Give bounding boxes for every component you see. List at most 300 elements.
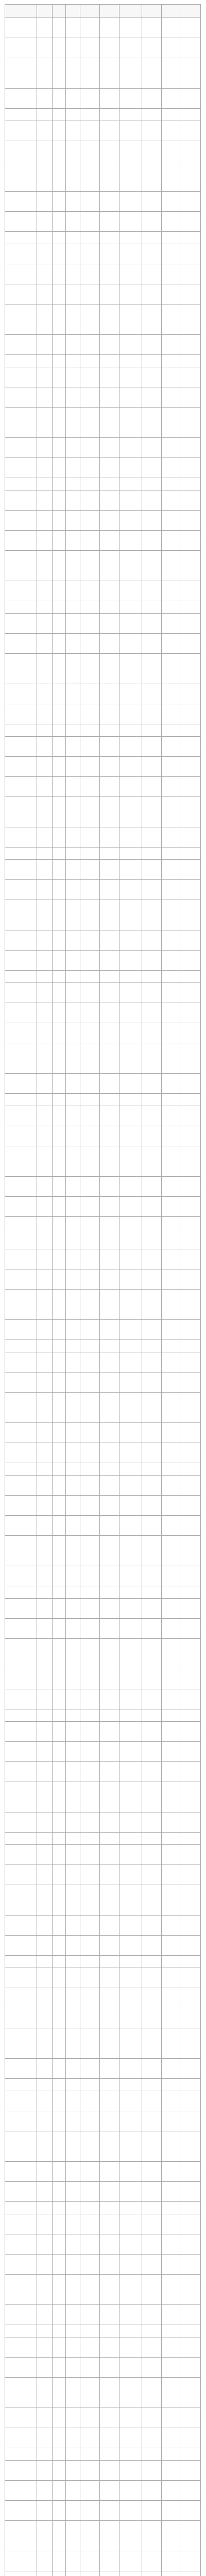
table-cell xyxy=(142,2008,162,2028)
table-cell xyxy=(180,1197,201,1217)
table-cell xyxy=(66,1956,80,1968)
table-cell xyxy=(162,634,180,654)
table-cell xyxy=(37,2202,53,2214)
table-cell xyxy=(5,1936,37,1956)
table-cell xyxy=(66,951,80,971)
table-cell xyxy=(5,2378,37,2408)
table-row xyxy=(5,1865,201,1885)
table-cell xyxy=(119,704,142,724)
table-cell xyxy=(53,2091,66,2111)
table-cell xyxy=(119,880,142,900)
table-cell xyxy=(5,848,37,860)
table-cell xyxy=(66,355,80,367)
table-cell xyxy=(66,335,80,355)
table-cell xyxy=(53,1619,66,1639)
table-cell xyxy=(66,1197,80,1217)
table-row xyxy=(5,387,201,408)
table-cell xyxy=(53,244,66,264)
table-cell xyxy=(142,1536,162,1566)
table-cell xyxy=(66,2111,80,2131)
table-cell xyxy=(162,1197,180,1217)
table-cell xyxy=(100,355,119,367)
table-cell xyxy=(162,355,180,367)
table-cell xyxy=(66,1126,80,1146)
table-cell xyxy=(53,1916,66,1936)
table-cell xyxy=(53,2028,66,2059)
table-cell xyxy=(162,1865,180,1885)
table-cell xyxy=(66,1269,80,1290)
table-cell xyxy=(80,827,100,848)
table-cell xyxy=(80,1043,100,1074)
table-cell xyxy=(66,757,80,777)
table-row xyxy=(5,1372,201,1393)
table-row xyxy=(5,335,201,355)
table-cell xyxy=(66,1833,80,1845)
table-cell xyxy=(162,1423,180,1443)
table-cell xyxy=(100,684,119,704)
table-row xyxy=(5,1916,201,1936)
table-cell xyxy=(66,2521,80,2551)
table-cell xyxy=(80,1290,100,1320)
table-cell xyxy=(53,1177,66,1197)
table-cell xyxy=(5,458,37,478)
table-cell xyxy=(37,264,53,284)
table-cell xyxy=(119,2461,142,2481)
table-cell xyxy=(66,2551,80,2571)
table-cell xyxy=(162,438,180,458)
table-cell xyxy=(37,2325,53,2337)
table-cell xyxy=(37,2428,53,2448)
table-cell xyxy=(100,1423,119,1443)
table-cell xyxy=(53,1476,66,1496)
table-cell xyxy=(100,1988,119,2008)
table-cell xyxy=(162,264,180,284)
table-cell xyxy=(5,1043,37,1074)
table-cell xyxy=(5,1669,37,1689)
table-cell xyxy=(5,1722,37,1742)
table-cell xyxy=(119,971,142,983)
table-cell xyxy=(162,1968,180,1988)
table-cell xyxy=(142,1722,162,1742)
table-cell xyxy=(100,2079,119,2091)
table-cell xyxy=(142,1106,162,1126)
table-cell xyxy=(80,1177,100,1197)
table-cell xyxy=(53,1865,66,1885)
table-row xyxy=(5,930,201,951)
table-cell xyxy=(100,1968,119,1988)
table-cell xyxy=(53,1146,66,1177)
table-cell xyxy=(119,930,142,951)
table-cell xyxy=(162,951,180,971)
table-cell xyxy=(142,2378,162,2408)
table-cell xyxy=(5,2234,37,2255)
table-cell xyxy=(5,1146,37,1177)
table-cell xyxy=(162,335,180,355)
table-cell xyxy=(53,2059,66,2079)
table-cell xyxy=(66,581,80,601)
table-cell xyxy=(5,2255,37,2275)
table-cell xyxy=(162,2501,180,2521)
table-cell xyxy=(37,1762,53,1782)
table-cell xyxy=(5,1885,37,1916)
table-cell xyxy=(180,551,201,581)
table-row xyxy=(5,244,201,264)
table-cell xyxy=(142,438,162,458)
table-cell xyxy=(53,1340,66,1352)
table-cell xyxy=(80,1812,100,1833)
table-cell xyxy=(142,232,162,244)
table-cell xyxy=(80,1669,100,1689)
table-cell xyxy=(119,2111,142,2131)
table-cell xyxy=(162,724,180,737)
table-cell xyxy=(142,2182,162,2202)
table-cell xyxy=(119,983,142,1003)
table-cell xyxy=(162,1599,180,1619)
table-cell xyxy=(37,1968,53,1988)
table-cell xyxy=(180,2378,201,2408)
table-cell xyxy=(119,1599,142,1619)
table-cell xyxy=(66,38,80,58)
table-cell xyxy=(5,304,37,335)
table-cell xyxy=(119,2162,142,2182)
table-row xyxy=(5,704,201,724)
table-cell xyxy=(100,930,119,951)
table-cell xyxy=(180,1639,201,1669)
table-cell xyxy=(119,1177,142,1197)
table-cell xyxy=(80,601,100,614)
table-cell xyxy=(100,2501,119,2521)
table-cell xyxy=(66,1566,80,1586)
table-cell xyxy=(162,2079,180,2091)
table-row xyxy=(5,355,201,367)
table-cell xyxy=(119,654,142,684)
table-cell xyxy=(66,1249,80,1269)
table-cell xyxy=(180,1845,201,1865)
table-cell xyxy=(100,1463,119,1476)
table-cell xyxy=(5,408,37,438)
table-cell xyxy=(66,2008,80,2028)
table-cell xyxy=(180,1393,201,1423)
table-cell xyxy=(119,737,142,757)
table-cell xyxy=(100,478,119,490)
table-cell xyxy=(37,1393,53,1423)
table-cell xyxy=(100,1352,119,1372)
table-cell xyxy=(162,1845,180,1865)
table-row xyxy=(5,478,201,490)
table-cell xyxy=(80,983,100,1003)
table-row xyxy=(5,2162,201,2182)
table-cell xyxy=(5,1476,37,1496)
table-cell xyxy=(80,1782,100,1812)
table-cell xyxy=(100,2091,119,2111)
table-row xyxy=(5,2408,201,2428)
table-cell xyxy=(100,367,119,387)
table-cell xyxy=(119,89,142,109)
table-cell xyxy=(162,1352,180,1372)
table-cell xyxy=(119,1476,142,1496)
table-cell xyxy=(37,2501,53,2521)
table-cell xyxy=(100,827,119,848)
table-cell xyxy=(37,458,53,478)
table-cell xyxy=(53,1269,66,1290)
table-row xyxy=(5,121,201,141)
table-cell xyxy=(80,1094,100,1106)
table-row xyxy=(5,2481,201,2501)
table-cell xyxy=(5,387,37,408)
column-header xyxy=(66,5,80,18)
table-cell xyxy=(66,2234,80,2255)
table-cell xyxy=(162,1762,180,1782)
table-cell xyxy=(66,1845,80,1865)
table-cell xyxy=(142,2358,162,2378)
table-cell xyxy=(100,1536,119,1566)
table-cell xyxy=(5,827,37,848)
table-cell xyxy=(180,1229,201,1249)
table-cell xyxy=(80,2521,100,2551)
table-cell xyxy=(180,264,201,284)
table-cell xyxy=(80,860,100,880)
table-cell xyxy=(53,581,66,601)
table-cell xyxy=(119,1956,142,1968)
table-cell xyxy=(142,724,162,737)
table-row xyxy=(5,2461,201,2481)
table-cell xyxy=(142,531,162,551)
table-cell xyxy=(53,1074,66,1094)
table-cell xyxy=(100,654,119,684)
table-cell xyxy=(119,777,142,797)
table-row xyxy=(5,1217,201,1229)
table-cell xyxy=(100,408,119,438)
table-cell xyxy=(180,284,201,304)
table-cell xyxy=(5,2551,37,2571)
table-cell xyxy=(180,2182,201,2202)
table-cell xyxy=(100,1782,119,1812)
table-cell xyxy=(37,192,53,212)
table-cell xyxy=(5,367,37,387)
table-cell xyxy=(5,192,37,212)
table-cell xyxy=(5,2059,37,2079)
table-cell xyxy=(37,2358,53,2378)
table-cell xyxy=(66,1722,80,1742)
table-cell xyxy=(100,2481,119,2501)
table-cell xyxy=(53,141,66,161)
table-cell xyxy=(119,1269,142,1290)
table-cell xyxy=(162,1043,180,1074)
table-cell xyxy=(142,387,162,408)
table-cell xyxy=(119,2008,142,2028)
table-cell xyxy=(53,89,66,109)
table-cell xyxy=(119,141,142,161)
table-cell xyxy=(100,1340,119,1352)
table-cell xyxy=(5,2162,37,2182)
table-cell xyxy=(53,2461,66,2481)
table-cell xyxy=(100,2571,119,2576)
table-cell xyxy=(180,1476,201,1496)
table-cell xyxy=(180,983,201,1003)
table-cell xyxy=(37,1372,53,1393)
table-cell xyxy=(53,2358,66,2378)
table-cell xyxy=(80,1536,100,1566)
table-cell xyxy=(53,2202,66,2214)
table-cell xyxy=(5,724,37,737)
table-cell xyxy=(119,1833,142,1845)
table-cell xyxy=(119,2234,142,2255)
table-cell xyxy=(180,737,201,757)
table-cell xyxy=(5,2275,37,2305)
table-cell xyxy=(80,18,100,38)
table-cell xyxy=(66,2162,80,2182)
table-cell xyxy=(5,1423,37,1443)
table-cell xyxy=(180,2358,201,2378)
table-cell xyxy=(162,2091,180,2111)
table-cell xyxy=(100,1865,119,1885)
table-cell xyxy=(80,971,100,983)
table-cell xyxy=(119,2337,142,2358)
table-cell xyxy=(142,58,162,89)
table-cell xyxy=(180,2111,201,2131)
table-cell xyxy=(37,930,53,951)
table-row xyxy=(5,2182,201,2202)
table-cell xyxy=(37,2305,53,2325)
table-cell xyxy=(80,1586,100,1599)
table-cell xyxy=(80,1003,100,1023)
table-cell xyxy=(66,192,80,212)
table-cell xyxy=(66,58,80,89)
table-cell xyxy=(5,141,37,161)
table-cell xyxy=(100,1290,119,1320)
table-cell xyxy=(119,848,142,860)
table-cell xyxy=(142,2481,162,2501)
table-cell xyxy=(180,1074,201,1094)
table-cell xyxy=(119,827,142,848)
table-cell xyxy=(142,1229,162,1249)
table-cell xyxy=(142,1340,162,1352)
table-cell xyxy=(66,109,80,121)
table-cell xyxy=(119,109,142,121)
table-cell xyxy=(100,757,119,777)
table-cell xyxy=(180,1423,201,1443)
table-cell xyxy=(80,1023,100,1043)
table-cell xyxy=(66,478,80,490)
table-row xyxy=(5,1074,201,1094)
table-cell xyxy=(100,1742,119,1762)
table-cell xyxy=(37,1003,53,1023)
table-cell xyxy=(80,304,100,335)
table-cell xyxy=(142,1496,162,1516)
table-row xyxy=(5,971,201,983)
table-cell xyxy=(66,1669,80,1689)
table-cell xyxy=(66,1865,80,1885)
table-cell xyxy=(37,1443,53,1463)
table-row xyxy=(5,1146,201,1177)
table-cell xyxy=(100,2408,119,2428)
table-cell xyxy=(80,1689,100,1709)
table-row xyxy=(5,1566,201,1586)
table-cell xyxy=(66,367,80,387)
table-cell xyxy=(53,2337,66,2358)
table-cell xyxy=(180,2059,201,2079)
table-cell xyxy=(5,1516,37,1536)
table-row xyxy=(5,2571,201,2576)
table-cell xyxy=(100,2521,119,2551)
table-cell xyxy=(162,2214,180,2234)
table-cell xyxy=(180,724,201,737)
table-cell xyxy=(37,601,53,614)
table-row xyxy=(5,581,201,601)
table-cell xyxy=(180,1865,201,1885)
table-cell xyxy=(162,1916,180,1936)
table-cell xyxy=(5,511,37,531)
table-cell xyxy=(37,551,53,581)
table-cell xyxy=(66,2428,80,2448)
table-cell xyxy=(53,2408,66,2428)
table-cell xyxy=(100,581,119,601)
table-cell xyxy=(119,2091,142,2111)
table-cell xyxy=(80,1197,100,1217)
document xyxy=(5,4,200,2576)
table-cell xyxy=(37,1782,53,1812)
table-cell xyxy=(37,1496,53,1516)
table-cell xyxy=(142,2202,162,2214)
table-cell xyxy=(80,212,100,232)
table-cell xyxy=(119,2571,142,2576)
table-cell xyxy=(119,18,142,38)
table-row xyxy=(5,684,201,704)
table-cell xyxy=(5,1566,37,1586)
table-cell xyxy=(142,601,162,614)
table-cell xyxy=(100,1217,119,1229)
table-cell xyxy=(37,654,53,684)
table-cell xyxy=(53,1599,66,1619)
table-cell xyxy=(162,1496,180,1516)
table-cell xyxy=(66,408,80,438)
table-cell xyxy=(80,1126,100,1146)
table-row xyxy=(5,1106,201,1126)
table-cell xyxy=(66,1229,80,1249)
table-cell xyxy=(80,2571,100,2576)
table-cell xyxy=(5,2337,37,2358)
table-cell xyxy=(53,478,66,490)
table-cell xyxy=(100,1249,119,1269)
column-header xyxy=(119,5,142,18)
table-cell xyxy=(53,2234,66,2255)
table-cell xyxy=(119,1639,142,1669)
table-cell xyxy=(162,1812,180,1833)
table-cell xyxy=(53,1023,66,1043)
table-cell xyxy=(5,1833,37,1845)
table-cell xyxy=(100,1074,119,1094)
table-cell xyxy=(66,2481,80,2501)
table-cell xyxy=(5,490,37,511)
table-cell xyxy=(66,1074,80,1094)
table-cell xyxy=(162,1003,180,1023)
table-cell xyxy=(66,1988,80,2008)
table-cell xyxy=(66,2571,80,2576)
table-cell xyxy=(53,264,66,284)
table-cell xyxy=(5,1177,37,1197)
table-cell xyxy=(66,1372,80,1393)
table-cell xyxy=(142,1619,162,1639)
table-cell xyxy=(80,2501,100,2521)
table-cell xyxy=(100,1566,119,1586)
table-cell xyxy=(180,1709,201,1722)
table-cell xyxy=(100,531,119,551)
table-cell xyxy=(80,1722,100,1742)
table-cell xyxy=(180,2428,201,2448)
table-row xyxy=(5,232,201,244)
table-cell xyxy=(162,161,180,192)
table-cell xyxy=(53,531,66,551)
